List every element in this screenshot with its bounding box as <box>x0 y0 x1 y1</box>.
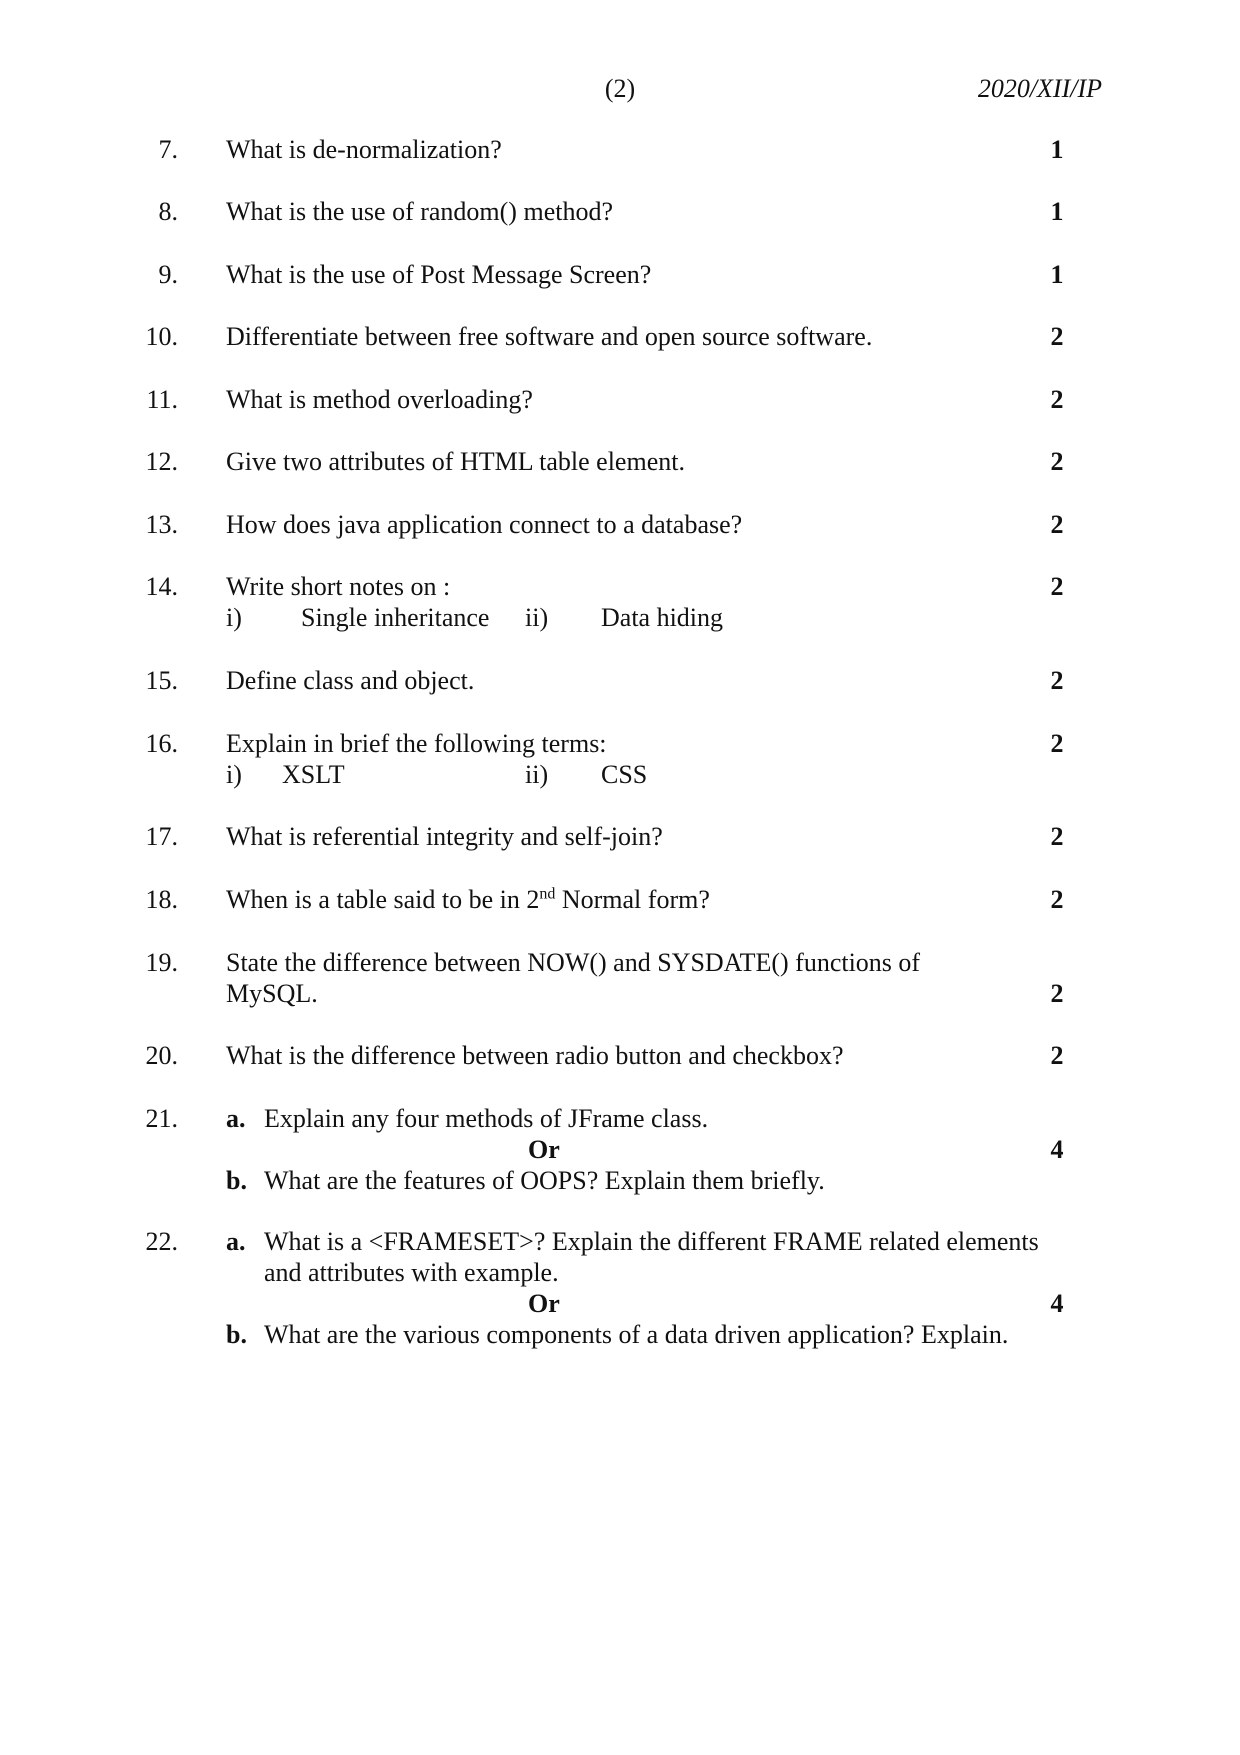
question-text: Write short notes on : <box>226 572 451 601</box>
question-number: 14. <box>145 572 178 601</box>
question-marks: 1 <box>1050 197 1064 226</box>
question-number: 8. <box>158 197 178 226</box>
question-marks: 2 <box>1050 885 1064 914</box>
subpart-text: XSLT <box>282 760 345 789</box>
question-marks: 2 <box>1050 1041 1064 1070</box>
question-number: 12. <box>145 447 178 476</box>
or-separator: Or <box>528 1289 560 1318</box>
question-marks: 2 <box>1050 322 1064 351</box>
subpart-label: ii) <box>525 760 549 789</box>
option-a-text-line-1: What is a <FRAMESET>? Explain the different FRAME related elements <box>264 1227 1039 1256</box>
option-b-text: What are the various components of a data driven application? Explain. <box>264 1320 1009 1349</box>
question-marks: 1 <box>1050 260 1064 289</box>
question-marks: 2 <box>1050 666 1064 695</box>
option-b-label: b. <box>226 1166 247 1195</box>
question-number: 11. <box>146 385 178 414</box>
question-number: 20. <box>145 1041 178 1070</box>
question-text: What is the difference between radio button and checkbox? <box>226 1041 844 1070</box>
option-a-text-line-2: and attributes with example. <box>264 1258 559 1287</box>
question-marks: 2 <box>1050 385 1064 414</box>
question-marks: 2 <box>1050 979 1064 1008</box>
question-text: What is the use of random() method? <box>226 197 613 226</box>
question-text: Explain in brief the following terms: <box>226 729 607 758</box>
question-number: 10. <box>145 322 178 351</box>
question-marks: 2 <box>1050 510 1064 539</box>
subpart-text: Single inheritance <box>301 603 490 632</box>
question-number: 22. <box>145 1227 178 1256</box>
page-number: (2) <box>604 74 636 103</box>
question-text <box>226 884 710 915</box>
ordinal-suffix: nd <box>539 885 556 903</box>
option-a-label: a. <box>226 1104 246 1133</box>
question-marks: 2 <box>1050 729 1064 758</box>
question-text-line-1: State the difference between NOW() and SYSDATE() functions of <box>226 948 921 977</box>
question-text: Define class and object. <box>226 666 475 695</box>
question-number: 19. <box>145 948 178 977</box>
question-marks: 4 <box>1050 1289 1064 1318</box>
question-number: 9. <box>158 260 178 289</box>
question-text-line-2: MySQL. <box>226 979 318 1008</box>
option-a-text: Explain any four methods of JFrame class. <box>264 1104 709 1133</box>
question-text: How does java application connect to a database? <box>226 510 743 539</box>
question-marks: 2 <box>1050 572 1064 601</box>
option-b-text: What are the features of OOPS? Explain them briefly. <box>264 1166 825 1195</box>
question-text: What is de-normalization? <box>226 135 502 164</box>
question-number: 7. <box>158 135 178 164</box>
question-marks: 4 <box>1050 1135 1064 1164</box>
question-text-rest: Normal form? <box>555 885 710 914</box>
question-marks: 2 <box>1050 822 1064 851</box>
question-number: 16. <box>145 729 178 758</box>
question-number: 15. <box>145 666 178 695</box>
question-text-main: When is a table said to be in 2 <box>226 885 540 914</box>
question-text: What is method overloading? <box>226 385 533 414</box>
question-number: 17. <box>145 822 178 851</box>
question-text: What is the use of Post Message Screen? <box>226 260 652 289</box>
question-number: 13. <box>145 510 178 539</box>
or-separator: Or <box>528 1135 560 1164</box>
paper-code: 2020/XII/IP <box>977 74 1102 103</box>
question-marks: 1 <box>1050 135 1064 164</box>
option-a-label: a. <box>226 1227 246 1256</box>
question-text: What is referential integrity and self-join? <box>226 822 663 851</box>
subpart-label: ii) <box>525 603 549 632</box>
question-marks: 2 <box>1050 447 1064 476</box>
question-number: 18. <box>145 885 178 914</box>
subpart-text: CSS <box>601 760 648 789</box>
question-text: Differentiate between free software and open source software. <box>226 322 873 351</box>
subpart-text: Data hiding <box>601 603 724 632</box>
subpart-label: i) <box>226 760 242 789</box>
question-text: Give two attributes of HTML table element. <box>226 447 685 476</box>
question-number: 21. <box>145 1104 178 1133</box>
subpart-label: i) <box>226 603 242 632</box>
option-b-label: b. <box>226 1320 247 1349</box>
